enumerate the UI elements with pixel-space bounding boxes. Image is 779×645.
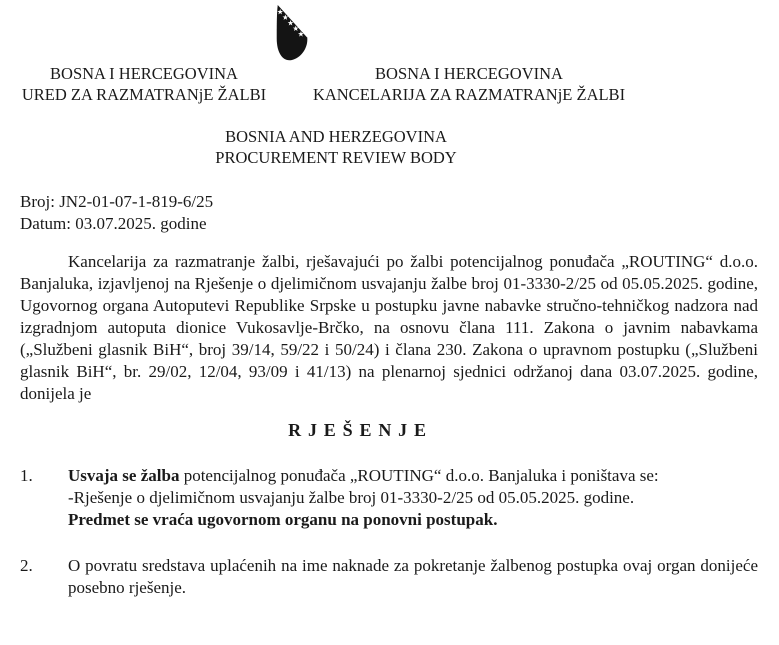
header-english [0,126,672,168]
header-bilingual [0,63,779,105]
bih-coat-of-arms-icon [270,4,316,62]
header-left-column [0,63,288,105]
item-2-number: 2. [20,556,33,575]
item-1-body [68,465,758,531]
header-right-line1: BOSNA I HERCEGOVINA [375,64,563,83]
header-english-line1: BOSNIA AND HERZEGOVINA [225,127,447,146]
item-1-bold-lead: Usvaja se žalba [68,466,180,485]
header-left-line1: BOSNA I HERCEGOVINA [50,64,238,83]
intro-paragraph: Kancelarija za razmatranje žalbi, rješavajući po žalbi potencijalnog ponuđača „ROUTING“ d.o.o. Banjaluka, izjavljenoj na Rješenje o djelimičnom usvajanju žalbe broj 01-3330-2/25 od 05.05.2025. godine, Ugovornog organa Autoputevi Republike Srpske u postupku javne nabavke stručno-tehničkog nadzora nad izgradnjom autoputa dionice Vukosavlje-Brčko, na osnovu člana 111. Zakona o javnim nabavkama („Službeni glasnik BiH“, broj 39/14, 59/22 i 50/24) i člana 230. Zakona o upravnom postupku („Službeni glasnik BiH“, br. 29/02, 12/04, 93/09 i 41/13) na plenarnoj sjednici održanoj dana 03.07.2025. godine, donijela je [20,252,758,403]
item-2-paragraph: O povratu sredstava uplaćenih na ime naknade za pokretanje žalbenog postupka ovaj organ donijeće posebno rješenje. [68,556,758,597]
item-1-bold-line: Predmet se vraća ugovornom organu na ponovni postupak. [68,510,498,529]
decision-item-1 [0,465,779,531]
document-date: Datum: 03.07.2025. godine [20,214,207,233]
reference-number: Broj: JN2-01-07-1-819-6/25 [20,192,214,211]
decision-item-2 [0,555,779,599]
item-2-body [68,555,758,599]
item-1-paragraph [68,465,758,487]
document-meta [0,191,779,235]
header-english-line2: PROCUREMENT REVIEW BODY [215,148,457,167]
item-1-sub-line: -Rješenje o djelimičnom usvajanju žalbe broj 01-3330-2/25 od 05.05.2025. godine. [68,488,635,507]
header-right-column [288,63,650,105]
item-1-text-after-lead: potencijalnog ponuđača „ROUTING“ d.o.o. Banjaluka i poništava se: [179,466,659,485]
header-left-line2: URED ZA RAZMATRANjE ŽALBI [21,85,267,104]
header-right-line2: KANCELARIJA ZA RAZMATRANjE ŽALBI [312,85,626,104]
decision-title: RJEŠENJE [288,420,433,440]
item-1-number: 1. [20,466,33,485]
decision-items [0,465,779,599]
